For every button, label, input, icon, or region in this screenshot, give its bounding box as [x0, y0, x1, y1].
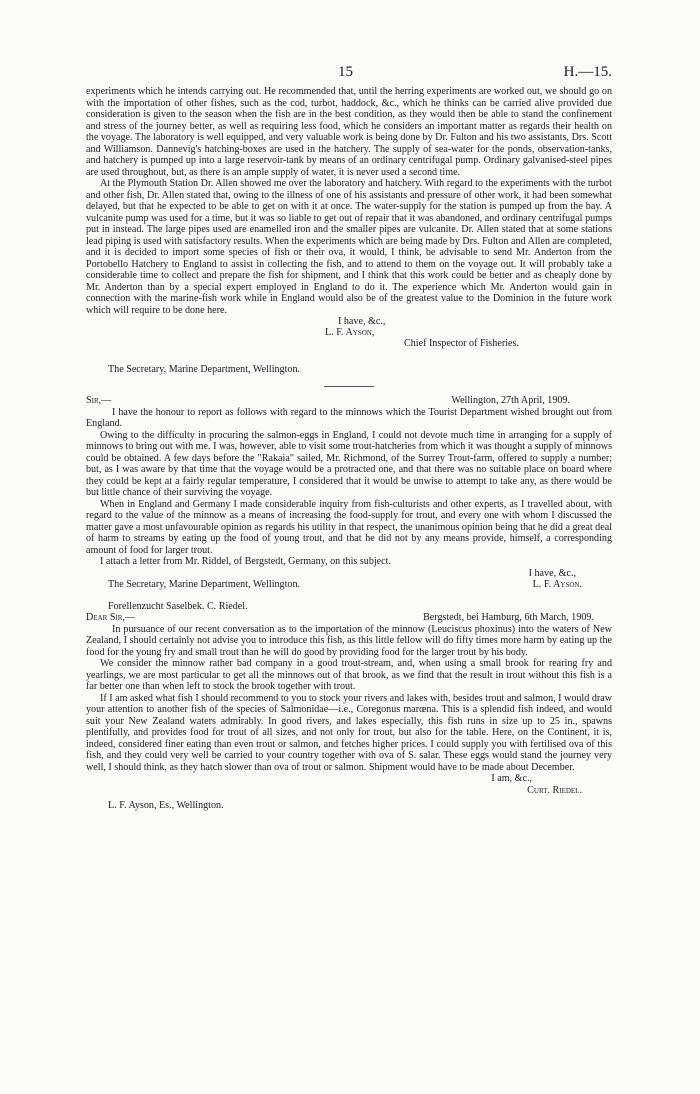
closing: I have, &c.,: [338, 316, 386, 327]
signer-title: Chief Inspector of Fisheries.: [404, 338, 519, 349]
paragraph: In pursuance of our recent conversation as to the importation of the minnow (Leuciscus phoxinus) into the waters of New Zealand, I should certainly not advise you to introduce this fish, as this little fellow will do fifty times more harm by eating up the food for the young fry and small trout than he will do good by providing food for the larger trout by his body.: [86, 623, 612, 658]
letter-1-signature: [86, 316, 612, 362]
signer-name: L. F. Ayson.: [532, 579, 582, 590]
paragraph: At the Plymouth Station Dr. Allen showed me over the laboratory and hatchery. With regard to the experiments with the turbot and other fish, Dr. Allen stated that, owing to the illness of one of his assistants and pressure of other work, it had been somewhat delayed, but that he expected to be able to get on with it at once. The water-supply for the station is pumped up from the bay. A vulcanite pump was used for a time, but it was so liable to get out of repair that it was abandoned, and ordinary centrifugal pumps put in instead. The large pipes used are enamelled iron and the smaller pipes are vulcanite. Dr. Allen stated that at some stations lead piping is used with satisfactory results. When the experiments which are being made by Drs. Fulton and Allen are completed, and it is decided to import some species of fish or their ova, it would, I think, be advisable to send Mr. Anderton from the Portobello Hatchery to England to assist in collecting the fish, and to attend to them on the voyage out. It will probably take a considerable time to collect and prepare the fish for shipment, and I think that this work could be better and as cheaply done by Mr. Anderton than by a special expert employed in England to do it. The experience which Mr. Anderton would gain in connection with the marine-fish work while in England would also be of the greatest value to the Dominion in the future work which will require to be done here.: [86, 178, 612, 316]
letter-2-heading: [86, 395, 612, 407]
letterhead: Forellenzucht Saselbek. C. Riedel.: [108, 600, 248, 612]
signer-name: L. F. Ayson,: [325, 327, 375, 338]
salutation: Sir,—: [86, 395, 112, 406]
letter-1-body: [86, 86, 612, 316]
closing: I have, &c.,: [528, 567, 576, 579]
addressee: The Secretary, Marine Department, Wellington.: [108, 579, 301, 590]
paragraph: experiments which he intends carrying out. He recommended that, until the herring experiments are worked out, we should go on with the importation of other fishes, such as the cod, turbot, haddock, &c., which he thinks can be carried alive provided due consideration is given to the season when the fish are in the best condition, as they would then be able to stand the confinement and stress of the journey better, as well as requiring less food, which he considers an important matter as regards their health on the voyage. The laboratory is well equipped, and very valuable work is being done by Dr. Fulton and his two assistants, Drs. Scott and Williamson. Dannevig's hatching-boxes are used in the hatchery. The supply of sea-water for the ponds, observation-tanks, and hatchery is pumped up into a large reservoir-tank by means of an ordinary centrifugal pump. Ordinary galvanised-steel pipes are used throughout, but, as there is an ample supply of water, it is never used a second time.: [86, 86, 612, 178]
letter-3-body: [86, 624, 612, 774]
letter-3-signer-row: [86, 785, 612, 797]
letter-3-heading: [86, 612, 612, 624]
paragraph: I have the honour to report as follows with regard to the minnows which the Tourist Department wished brought out from England.: [86, 406, 612, 429]
paragraph: I attach a letter from Mr. Riddel, of Bergstedt, Germany, on this subject.: [100, 556, 391, 567]
salutation: Dear Sir,—: [86, 612, 136, 623]
paragraph: We consider the minnow rather bad company in a good trout-stream, and, when using a small brook for rearing fry and yearlings, we are most particular to get all the minnows out of that brook, as we find that the result in trout without this fish is a far better one than when left to stock the brook together with trout.: [86, 658, 612, 692]
letter-2-footer: [108, 579, 612, 591]
signer-name: Curt. Riedel.: [527, 784, 582, 796]
document-page: [86, 64, 612, 812]
document-reference: H.—15.: [563, 64, 612, 80]
letter-3-closing-row: [86, 773, 612, 785]
letter-3-addressee: L. F. Ayson, Es., Wellington.: [108, 800, 224, 811]
place-date: Wellington, 27th April, 1909.: [451, 395, 570, 406]
closing: I am, &c.,: [491, 773, 532, 784]
paragraph: When in England and Germany I made considerable inquiry from fish-culturists and other experts, as I travelled about, with regard to the value of the minnow as a means of increasing the food-supply for trout, and every one with whom I discussed the matter gave a most unfavourable opinion as regards his utility in that respect, the unanimous opinion being that he did a great deal of harm to streams by eating up the food of young trout, and that he did not by any means provide, himself, a corresponding amount of food for larger trout.: [86, 498, 612, 556]
paragraph: If I am asked what fish I should recommend to you to stock your rivers and lakes with, besides trout and salmon, I would draw your attention to another fish of the species of Salmonidae—i.e., Coregonus marœna. This is a splendid fish indeed, and would suit your New Zealand waters admirably. In good rivers, and lakes especially, this fish runs in size up to 25 in., spawns plentifully, and provides food for trout of all sizes, and not only for trout, but also for the table. Here, on the Continent, it is, indeed, considered finer eating than even trout or salmon, and fetches higher prices. I could supply you with fertilised ova of this fish, and they could very well be carried to your country together with ova of S. salar. These eggs would stand the journey very well, I should think, as they hatch slower than ova of trout or salmon. Shipment would have to be made about December.: [86, 692, 612, 773]
place-date: Bergstedt, bei Hamburg, 6th March, 1909.: [423, 612, 594, 623]
page-header: [86, 64, 612, 86]
section-divider: [324, 386, 374, 387]
page-number: 15: [338, 64, 353, 80]
letter-2-body: [86, 407, 612, 568]
paragraph: Owing to the difficulty in procuring the salmon-eggs in England, I could not devote much time in arranging for a supply of minnows to bring out with me. I was, however, able to visit some trout-hatcheries from which it was thought a supply of minnows could be obtained. A few days before the "Rakaia" sailed, Mr. Richmond, of the Surrey Trout-farm, offered to supply a number; but, as I was aware by that time that the voyage would be a protracted one, and that there was no suitable place on board where they could be kept at a fairly regular temperature, I considered that it would be unwise to attempt to take any, as there would be but little chance of their surviving the voyage.: [86, 429, 612, 498]
letter-1-addressee: The Secretary, Marine Department, Wellington.: [108, 364, 301, 375]
letter-2-closing-row: [86, 568, 612, 580]
